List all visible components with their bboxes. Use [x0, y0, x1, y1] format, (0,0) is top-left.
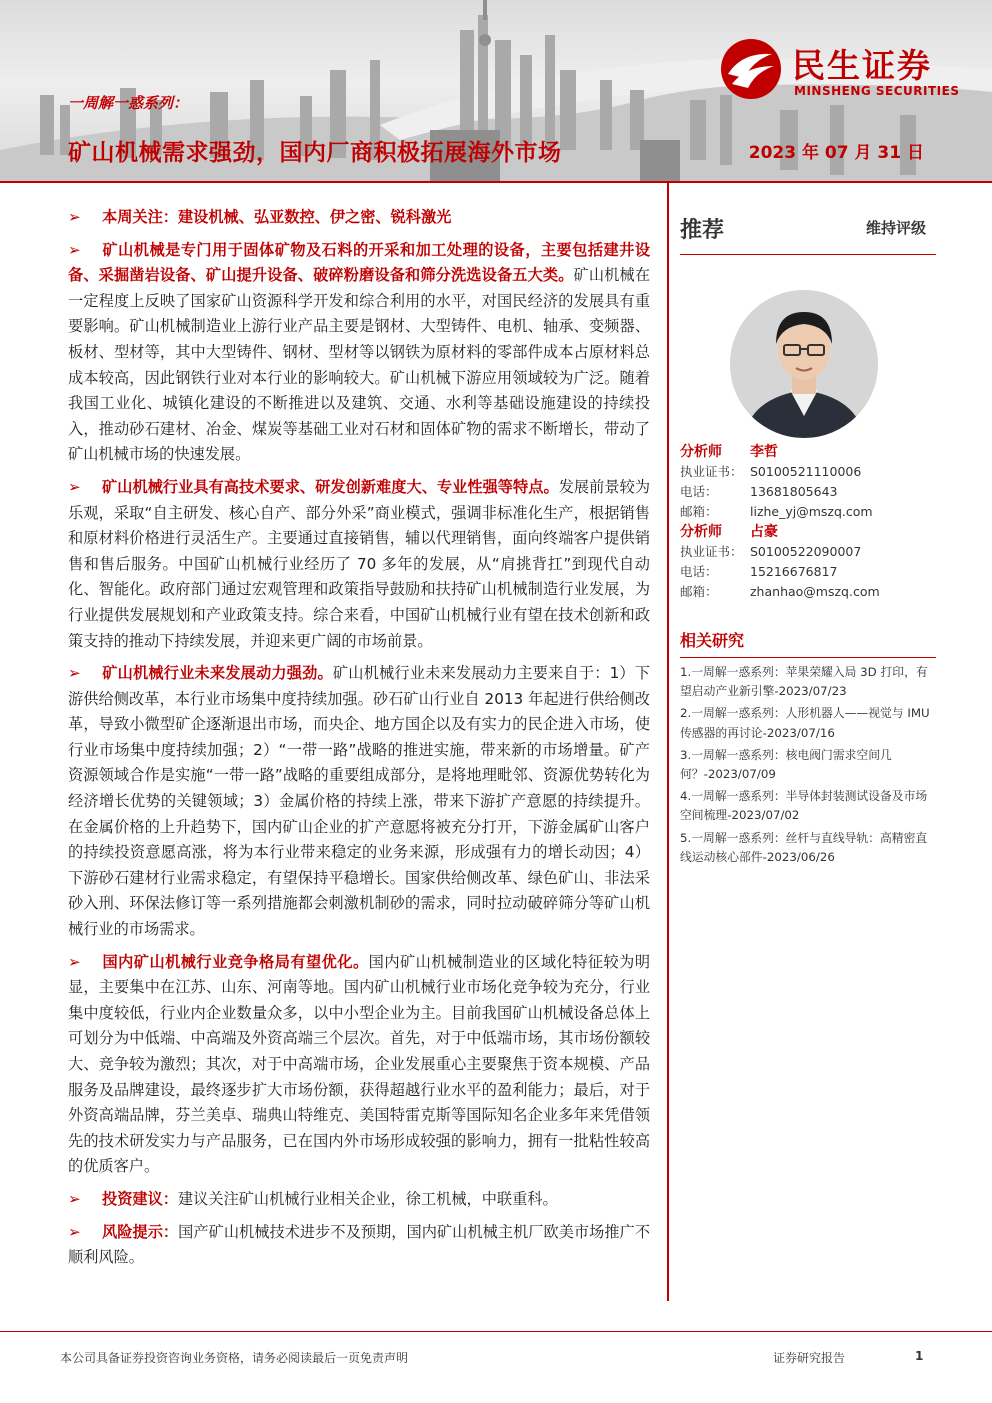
related-research-list: [680, 663, 936, 867]
email-address[interactable]: lizhe_yj@mszq.com: [750, 504, 873, 519]
analyst-avatar: [730, 290, 878, 438]
rating-row: [680, 205, 936, 255]
analyst-phone-row: [680, 482, 936, 502]
report-title: 矿山机械需求强劲，国内厂商积极拓展海外市场: [68, 140, 562, 166]
paragraph-text: 建议关注矿山机械行业相关企业，徐工机械，中联重科。: [177, 1189, 558, 1208]
arrow-right-icon: ➢: [68, 240, 81, 259]
analyst-email-row: [680, 582, 936, 602]
email-label: 邮箱：: [680, 584, 718, 599]
brand-name-en: MINSHENG SECURITIES: [794, 84, 960, 98]
sidebar: [680, 205, 936, 255]
paragraph-definition: [68, 238, 650, 468]
phone-number: 13681805643: [750, 484, 838, 499]
cert-label: 执业证书：: [680, 464, 743, 479]
related-research-item[interactable]: 2.一周解一惑系列：人形机器人——视觉与 IMU 传感器的再讨论-2023/07/16: [680, 706, 930, 740]
analyst-role: 分析师: [680, 524, 722, 540]
arrow-right-icon: ➢: [68, 664, 81, 683]
paragraph-bold: 矿山机械行业具有高技术要求、研发创新难度大、专业性强等特点。: [102, 477, 559, 496]
analyst-phone-row: [680, 562, 936, 582]
email-label: 邮箱：: [680, 504, 718, 519]
analyst-info: [680, 442, 936, 602]
analyst-name-row: [680, 522, 936, 542]
phone-label: 电话：: [680, 484, 718, 499]
paragraph-competition: [68, 950, 650, 1180]
analyst-photo-icon: [730, 290, 878, 438]
paragraph-bold: 国内矿山机械行业竞争格局有望优化。: [102, 952, 369, 971]
related-research-item[interactable]: 4.一周解一惑系列：半导体封装测试设备及市场空间梳理-2023/07/02: [680, 789, 928, 823]
related-research-title: 相关研究: [680, 628, 936, 658]
arrow-right-icon: ➢: [68, 1222, 81, 1241]
footer-divider: [0, 1331, 992, 1332]
analyst-name: 占豪: [750, 524, 778, 540]
rating-label: 维持评级: [865, 219, 926, 237]
arrow-right-icon: ➢: [68, 208, 81, 226]
paragraph-features: [68, 475, 650, 654]
report-date: 2023 年 07 月 31 日: [748, 143, 924, 163]
recommend-label: 推荐: [680, 218, 725, 243]
paragraph-text: 矿山机械在一定程度上反映了国家矿山资源科学开发和综合利用的水平，对国民经济的发展具有重要影响。矿山机械制造业上游行业产品主要是钢材、大型铸件、电机、轴承、变频器、板材、型材等，其中大型铸件、钢材、型材等以钢铁为原材料的零部件成本占原材料总成本较高，因此钢铁行业对本行业的影响较大。矿山机械下游应用领域较为广泛。随着我国工业化、城镇化建设的不断推进以及建筑、交通、水利等基础设施建设的持续投入，推动砂石建材、冶金、煤炭等基础工业对石材和固体矿物的需求不断增长，带动了矿山机械市场的快速发展。: [68, 266, 651, 464]
analyst-name-row: [680, 442, 936, 462]
cert-number: S0100521110006: [750, 464, 862, 479]
footer-doc-type: 证券研究报告: [773, 1351, 846, 1365]
analyst-role: 分析师: [680, 444, 722, 460]
paragraph-risk: [68, 1220, 650, 1271]
analyst-cert-row: [680, 462, 936, 482]
paragraph-text: 国产矿山机械技术进步不及预期，国内矿山机械主机厂欧美市场推广不顺利风险。: [68, 1222, 651, 1267]
cert-label: 执业证书：: [680, 544, 743, 559]
analyst-email-row: [680, 502, 936, 522]
phone-label: 电话：: [680, 564, 718, 579]
series-label: 一周解一惑系列：: [68, 94, 189, 112]
paragraph-investment: [68, 1187, 650, 1213]
related-research-item[interactable]: 5.一周解一惑系列：丝杆与直线导轨：高精密直线运动核心部件-2023/06/26: [680, 830, 928, 864]
paragraph-bold: 风险提示：: [102, 1222, 179, 1241]
phone-number: 15216676817: [750, 564, 838, 579]
related-research: [680, 628, 936, 870]
paragraph-bold: 投资建议：: [102, 1189, 178, 1208]
main-content: [68, 205, 650, 1271]
arrow-right-icon: ➢: [68, 477, 81, 496]
page-number: 1: [915, 1349, 924, 1363]
column-divider: [667, 183, 669, 1301]
paragraph-text: 国内矿山机械制造业的区域化特征较为明显，主要集中在江苏、山东、河南等地。国内矿山机械行业市场化竞争较为充分，行业集中度较低，行业内企业数量众多，以中小型企业为主。目前我国矿山机械设备总体上可划分为中低端、中高端及外资高端三个层次。首先，对于中低端市场，其市场份额较大、竞争较为激烈；其次，对于中高端市场，企业发展重心主要聚焦于资本规模、产品服务及品牌建设，最终逐步扩大市场份额，获得超越行业水平的盈利能力；最后，对于外资高端品牌，芬兰美卓、瑞典山特维克、美国特雷克斯等国际知名企业多年来凭借领先的技术研发实力与产品服务，已在国内外市场形成较强的影响力，拥有一批粘性较高的优质客户。: [68, 952, 651, 1176]
analyst-name: 李哲: [750, 444, 778, 460]
paragraph-bold: 矿山机械是专门用于固体矿物及石料的开采和加工处理的设备，主要包括建井设备、采掘凿岩设备、矿山提升设备、破碎粉磨设备和筛分洗选设备五大类。: [68, 240, 650, 285]
paragraph-drivers: [68, 661, 650, 943]
paragraph-bold: 本周关注：建设机械、弘亚数控、伊之密、锐科激光: [102, 208, 452, 226]
paragraph-text: 矿山机械行业未来发展动力主要来自于：1）下游供给侧改革，本行业市场集中度持续加强。砂石矿山行业自 2013 年起进行供给侧改革，导致小微型矿企逐渐退出市场，而央企、地方国企以及有实力的民企进入市场，使行业市场集中度持续加强；2）“一带一路”战略的推进实施，带来新的市场增量。矿产资源领域合作是实施“一带一路”战略的重要组成部分，是将地理毗邻、资源优势转化为经济增长优势的关键领域；3）金属价格的持续上涨，带来下游扩产意愿的持续提升。在金属价格的上升趋势下，国内矿山企业的扩产意愿将被充分打开，下游金属矿山客户的持续投资意愿高涨，将为本行业带来稳定的业务来源，形成强有力的增长动因；4）下游砂石建材行业需求稳定，有望保持平稳增长。国家供给侧改革、绿色矿山、非法采砂入刑、环保法修订等一系列措施都会刺激机制砂的需求，同时拉动破碎筛分等矿山机械行业的市场需求。: [68, 664, 650, 939]
paragraph-text: 发展前景较为乐观，采取“自主研发、核心自产、部分外采”商业模式，强调非标准化生产，根据销售和原材料价格进行灵活生产。主要通过直接销售，辅以代理销售，面向终端客户提供销售和售后服务。中国矿山机械行业经历了 70 多年的发展，从“肩挑背扛”到现代自动化、智能化。政府部门通过宏观管理和政策指导鼓励和扶持矿山机械制造行业发展，为行业提供发展规划和产业政策支持。综合来看，中国矿山机械行业有望在技术创新和政策支持的推动下持续发展，并迎来更广阔的市场前景。: [68, 477, 651, 650]
footer-disclaimer: 本公司具备证券投资咨询业务资格，请务必阅读最后一页免责声明: [60, 1351, 409, 1365]
paragraph-bold: 矿山机械行业未来发展动力强劲。: [102, 664, 333, 683]
email-address[interactable]: zhanhao@mszq.com: [750, 584, 880, 599]
brand-name-cn: 民生证券: [792, 46, 932, 85]
arrow-right-icon: ➢: [68, 1189, 81, 1208]
cert-number: S0100522090007: [750, 544, 862, 559]
analyst-cert-row: [680, 542, 936, 562]
related-research-item[interactable]: 3.一周解一惑系列：核电阀门需求空间几何？-2023/07/09: [680, 747, 892, 782]
company-logo: [720, 38, 970, 100]
related-research-item[interactable]: 1.一周解一惑系列：苹果荣耀入局 3D 打印，有望启动产业新引擎-2023/07/23: [680, 665, 928, 699]
minsheng-logo-icon: [720, 38, 782, 100]
paragraph-focus: [68, 205, 650, 231]
header-divider: [0, 181, 992, 183]
arrow-right-icon: ➢: [68, 952, 81, 971]
